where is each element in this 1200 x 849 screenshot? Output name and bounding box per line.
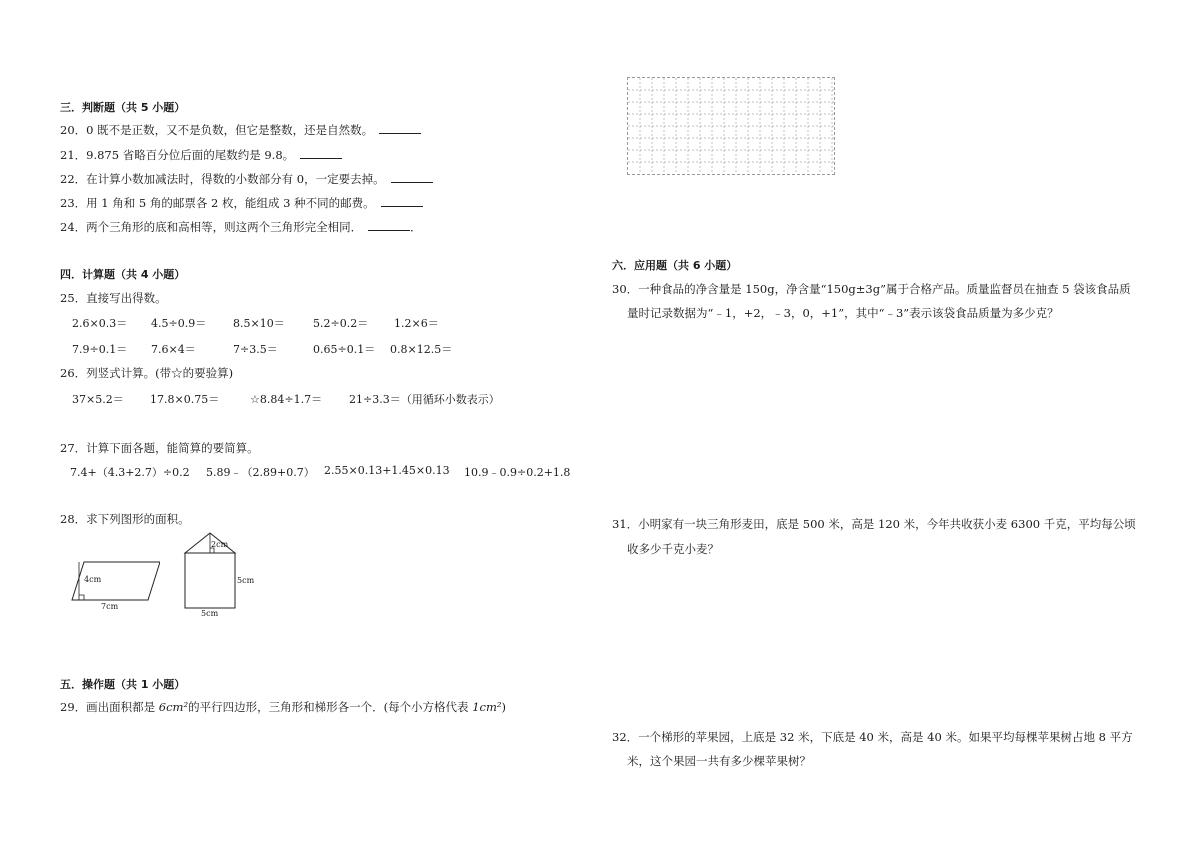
triangle-height-label: 2cm xyxy=(211,540,229,549)
question-21 xyxy=(60,147,342,163)
question-27: 27．计算下面各题，能简算的要简算。 xyxy=(60,441,259,455)
parallelogram-figure xyxy=(60,555,160,617)
q27-expr-3: 2.55×0.13+1.45×0.13 xyxy=(324,464,450,477)
question-29 xyxy=(60,699,506,715)
question-22-text: 22．在计算小数加减法时，得数的小数部分有 0，一定要去掉。 xyxy=(60,172,385,186)
house-figure xyxy=(180,531,260,623)
q25-expr-3: 8.5×10＝ xyxy=(233,317,285,330)
parallelogram-base-label: 7cm xyxy=(101,602,119,611)
drawing-grid[interactable] xyxy=(627,77,835,175)
q25-expr-8: 7÷3.5＝ xyxy=(233,343,278,356)
q27-expr-1: 7.4+（4.3+2.7）÷0.2 xyxy=(70,466,190,479)
answer-blank-21[interactable] xyxy=(300,148,342,159)
q25-expr-9: 0.65÷0.1＝ xyxy=(313,343,376,356)
question-29-unit-1: 6cm² xyxy=(158,700,189,714)
answer-blank-20[interactable] xyxy=(379,123,421,134)
q25-expr-6: 7.9÷0.1＝ xyxy=(72,343,128,356)
answer-blank-22[interactable] xyxy=(391,172,433,183)
question-29-text-a: 29．画出面积都是 xyxy=(60,700,159,714)
answer-blank-24[interactable] xyxy=(368,220,410,231)
question-20-text: 20．0 既不是正数，又不是负数，但它是整数，还是自然数。 xyxy=(60,123,374,137)
q27-expr-2: 5.89﹣（2.89+0.7） xyxy=(206,466,315,479)
question-24-text: 24．两个三角形的底和高相等，则这两个三角形完全相同． xyxy=(60,220,363,234)
q25-expr-5: 1.2×6＝ xyxy=(394,317,439,330)
question-32-line-1: 32．一个梯形的苹果园，上底是 32 米，下底是 40 米，高是 40 米。如果平均每棵苹果树占地 8 平方 xyxy=(612,730,1133,744)
question-26: 26．列竖式计算。(带☆的要验算) xyxy=(60,366,234,380)
q25-expr-2: 4.5÷0.9＝ xyxy=(151,317,207,330)
q27-expr-4: 10.9﹣0.9÷0.2+1.8 xyxy=(464,466,571,479)
question-22 xyxy=(60,171,433,187)
question-25: 25．直接写出得数。 xyxy=(60,291,167,305)
drawing-grid-lines xyxy=(628,78,834,174)
question-29-unit-2: 1cm² xyxy=(472,700,502,714)
question-31-line-1: 31．小明家有一块三角形麦田，底是 500 米，高是 120 米，今年共收获小麦 6300 千克，平均每公顷 xyxy=(612,517,1136,531)
square-bottom-label: 5cm xyxy=(201,609,219,618)
square-side-label: 5cm xyxy=(237,576,255,585)
question-30-line-1: 30．一种食品的净含量是 150g，净含量“150g±3g”属于合格产品。质量监督员在抽查 5 袋该食品质 xyxy=(612,282,1131,296)
question-29-text-b: 的平行四边形，三角形和梯形各一个．(每个小方格代表 xyxy=(188,700,473,714)
question-20 xyxy=(60,122,421,138)
section-3-title: 三．判断题（共 5 小题） xyxy=(60,101,186,114)
q26-expr-2: 17.8×0.75＝ xyxy=(150,393,220,406)
question-24-end: ． xyxy=(410,220,422,234)
question-24 xyxy=(60,219,422,235)
question-21-text: 21．9.875 省略百分位后面的尾数约是 9.8。 xyxy=(60,148,295,162)
question-29-text-c: ) xyxy=(501,700,506,714)
section-4-title: 四．计算题（共 4 小题） xyxy=(60,268,186,281)
question-28: 28．求下列图形的面积。 xyxy=(60,512,190,526)
section-6-title: 六．应用题（共 6 小题） xyxy=(612,259,738,272)
question-23-text: 23．用 1 角和 5 角的邮票各 2 枚，能组成 3 种不同的邮费。 xyxy=(60,196,375,210)
parallelogram-height-label: 4cm xyxy=(84,575,102,584)
question-23 xyxy=(60,195,423,211)
answer-blank-23[interactable] xyxy=(381,196,423,207)
q26-expr-4: 21÷3.3＝（用循环小数表示） xyxy=(349,393,500,406)
question-30-line-2: 量时记录数据为“﹣1，+2，﹣3，0，+1”，其中“﹣3”表示该袋食品质量为多少克？ xyxy=(627,306,1059,320)
q25-expr-4: 5.2÷0.2＝ xyxy=(313,317,369,330)
q25-expr-1: 2.6×0.3＝ xyxy=(72,317,128,330)
q26-expr-1: 37×5.2＝ xyxy=(72,393,124,406)
q25-expr-10: 0.8×12.5＝ xyxy=(390,343,453,356)
section-5-title: 五．操作题（共 1 小题） xyxy=(60,678,186,691)
question-31-line-2: 收多少千克小麦？ xyxy=(627,542,719,556)
q25-expr-7: 7.6×4＝ xyxy=(151,343,196,356)
question-32-line-2: 米，这个果园一共有多少棵苹果树？ xyxy=(627,754,811,768)
q26-expr-3: ☆8.84÷1.7＝ xyxy=(250,393,323,406)
